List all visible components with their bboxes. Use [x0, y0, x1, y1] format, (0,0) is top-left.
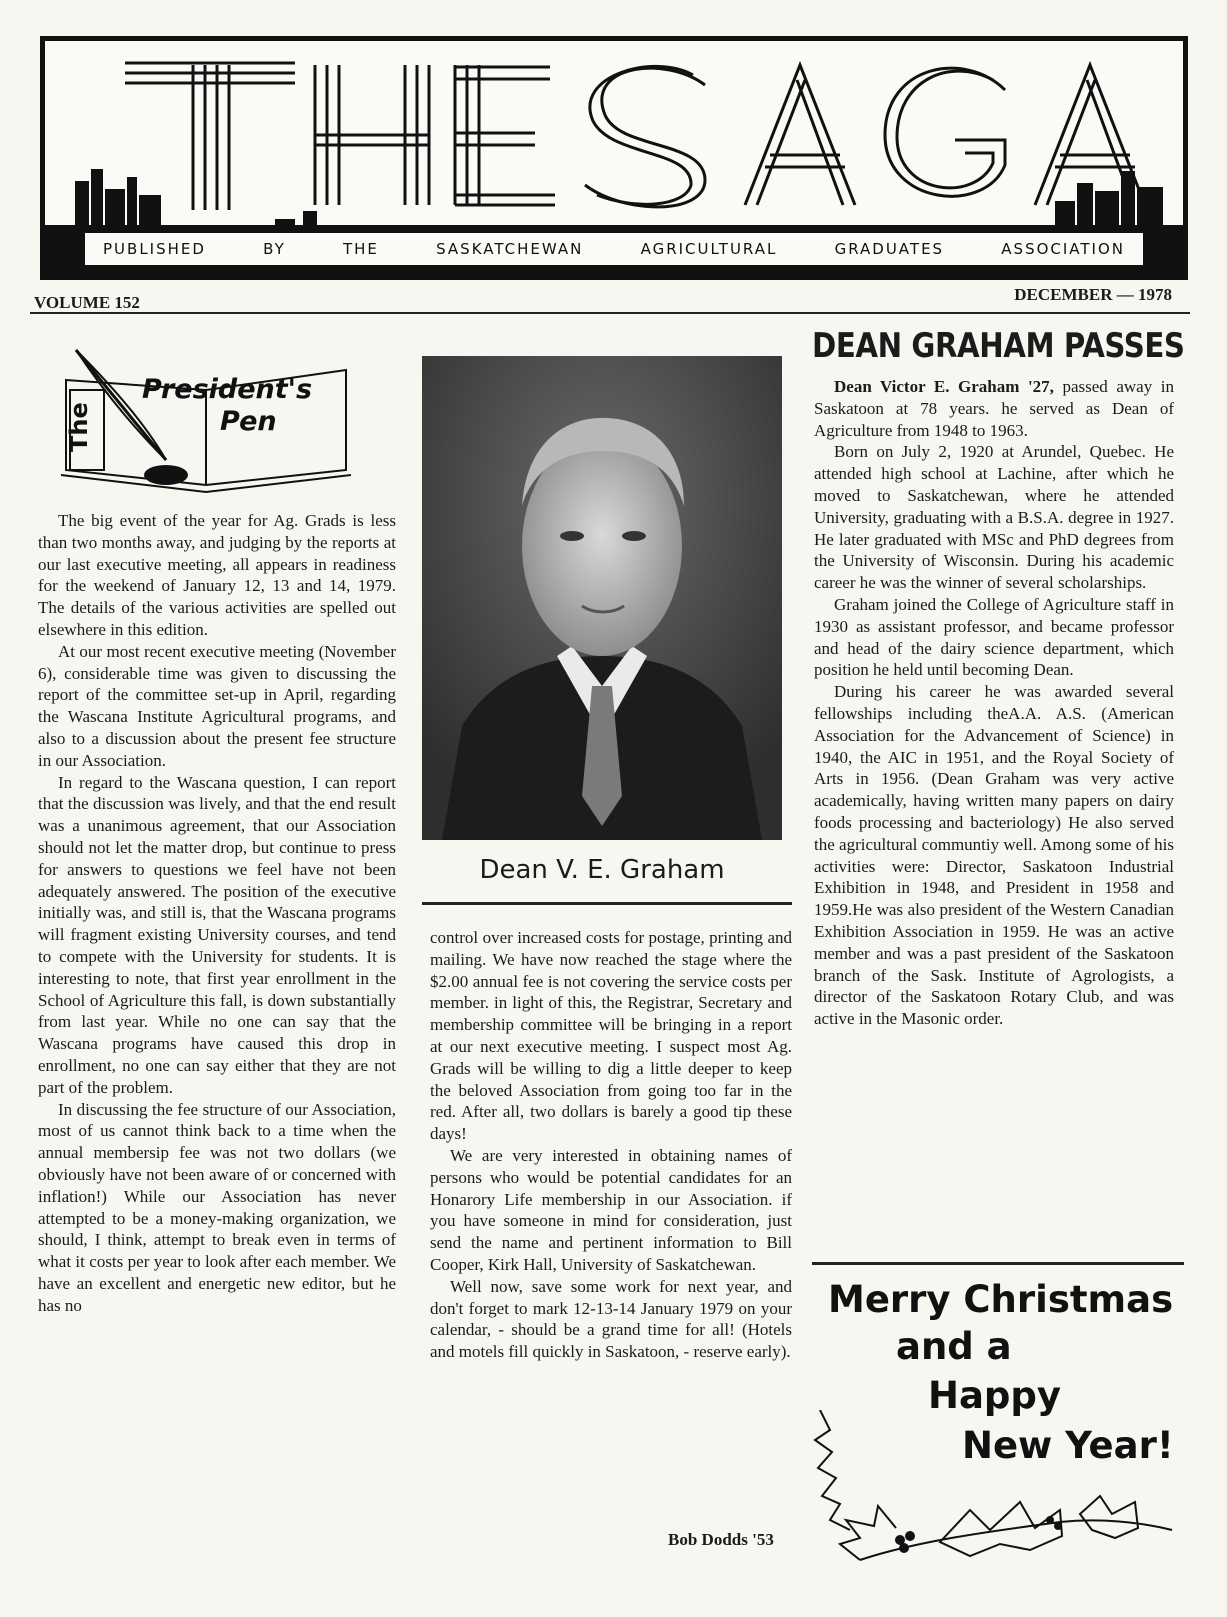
publisher-word: THE [342, 240, 379, 258]
article-paragraph: We are very interested in obtaining names of persons who would be potential candidates for an Honarory Life membership in our Association. if you have someone in mind for consideration, just send the name and pertinent information to Bill Cooper, Kirk Hall, University of Saskatchewan. [430, 1145, 792, 1274]
publisher-line [85, 233, 1143, 265]
publisher-word: PUBLISHED [103, 240, 206, 258]
presidents-pen-logo [56, 340, 356, 500]
caption-divider [422, 902, 792, 905]
presidents-pen-column [38, 510, 396, 1316]
obituary-column [814, 376, 1174, 1030]
holly-illustration [800, 1410, 1180, 1570]
volume-number: VOLUME 152 [34, 293, 140, 312]
article-paragraph: control over increased costs for postage, printing and mailing. We have now reached the stage where the $2.00 annual fee is not covering the service costs per member. in light of this, the Registrar, Secretary and membership committee will be bringing in a report at our next executive meeting. I suspect most Ag. Grads will be willing to dig a little deeper to keep the beloved Association from going too far in the red. After all, two dollars is barely a good tip these days! [430, 928, 792, 1144]
article-paragraph: Graham joined the College of Agriculture staff in 1930 as assistant professor, and became professor and head of the dairy science department, which position he held until becoming Dean. [814, 594, 1174, 680]
publisher-word: SASKATCHEWAN [436, 240, 584, 258]
article-paragraph: Born on July 2, 1920 at Arundel, Quebec. He attended high school at Lachine, after which he moved to Saskatchewan, where he attended University, graduating with a B.S.A. degree in 1927. He later graduated with MSc and PhD degrees from the University of Wisconsin. During his academic career he was the winner of several scholarships. [814, 442, 1174, 593]
greeting-line-3: Happy [928, 1374, 1062, 1417]
publisher-word: ASSOCIATION [1001, 240, 1125, 258]
article-paragraph: In regard to the Wascana question, I can report that the discussion was lively, and that the end result was a unanimous agreement, that our Association should not let the matter drop, but continue to press for answers to questions we feel have not been adequately answered. The position of the executive initially was, and still is, that the Wascana programs will fragment existing University courses, and tend to compete with the University for students. It is interesting to note, that first year enrollment in the School of Agriculture this fall, is down substantially from last year. While no one can say that the Wascana programs have caused this drop in enrollment, no one can say either that they are not part of the problem. [38, 772, 396, 1097]
publisher-word: BY [263, 240, 286, 258]
article-paragraph: During his career he was awarded several fellowships including theA.A. A.S. (American Association for the Advancement of Science) in 1940, the AIC in 1951, and the Royal Society of Arts in 1956. (Dean Graham was very active academically, having written many papers on dairy foods processing and bacteriology) He also served the agricultural communtiy well. Among some of his activities were: Director, Saskatoon Industrial Exhibition in 1948, and President in 1958 and 1959.He was also president of the Western Canadian Exhibition Association in 1959. He was an active member and was a past president of the Saskatoon branch of the Sask. Institute of Agrologists, a director of the Saskatoon Rotary Club, and was active in the Masonic order. [814, 682, 1174, 1029]
pen-title-line1: President's [142, 374, 313, 405]
greeting-line-2: and a [896, 1325, 1012, 1368]
article-paragraph: The big event of the year for Ag. Grads is less than two months away, and judging by the reports at our last executive meeting, all appears in readiness for the weekend of January 12, 13 and 14, 1979. The details of the various activities are spelled out elsewhere in this edition. [38, 511, 396, 639]
obituary-headline: DEAN GRAHAM PASSES [812, 326, 1185, 366]
greeting-line-1: Merry Christmas [828, 1278, 1174, 1321]
portrait-photo [422, 356, 782, 840]
obituary-lead [814, 376, 1174, 441]
photo-caption: Dean V. E. Graham [479, 855, 725, 885]
pen-title-line2: Pen [220, 406, 277, 437]
article-paragraph: At our most recent executive meeting (November 6), considerable time was given to discussing the report of the committee set-up in April, regarding the Wascana Institute Agricultural programs, and also to a discussion about the present fee structure in our Association. [38, 641, 396, 770]
article-paragraph: In discussing the fee structure of our Association, most of us cannot think back to a time when the annual membersip fee was not two dollars (we obviously have not been aware of or concerned with inflation!) While our Association has never attempted to be a money-making organization, we should, I think, attempt to break even in terms of what it costs per year to look after each member. We have an excellent and energetic new editor, but he has no [38, 1099, 396, 1315]
greeting-line-4: New Year! [962, 1424, 1174, 1467]
obituary-divider [812, 1262, 1184, 1265]
publisher-word: AGRICULTURAL [640, 240, 778, 258]
obituary-lead-text: passed away in Saskatoon at 78 years. he served as Dean of Agriculture from 1948 to 1963. [814, 377, 1174, 440]
issue-date: DECEMBER — 1978 [1014, 285, 1172, 304]
issue-divider [30, 312, 1190, 314]
masthead [40, 36, 1188, 280]
author-signature: Bob Dodds '53 [668, 1530, 774, 1549]
presidents-pen-continued [430, 927, 792, 1363]
article-paragraph: Well now, save some work for next year, and don't forget to mark 12-13-14 January 1979 on your calendar, - should be a grand time for all! (Hotels and motels fill quickly in Saskatoon, - reserve early). [430, 1276, 792, 1362]
publisher-word: GRADUATES [834, 240, 945, 258]
pen-the-label: The [65, 402, 93, 452]
obituary-lead-name: Dean Victor E. Graham '27, [834, 377, 1054, 396]
